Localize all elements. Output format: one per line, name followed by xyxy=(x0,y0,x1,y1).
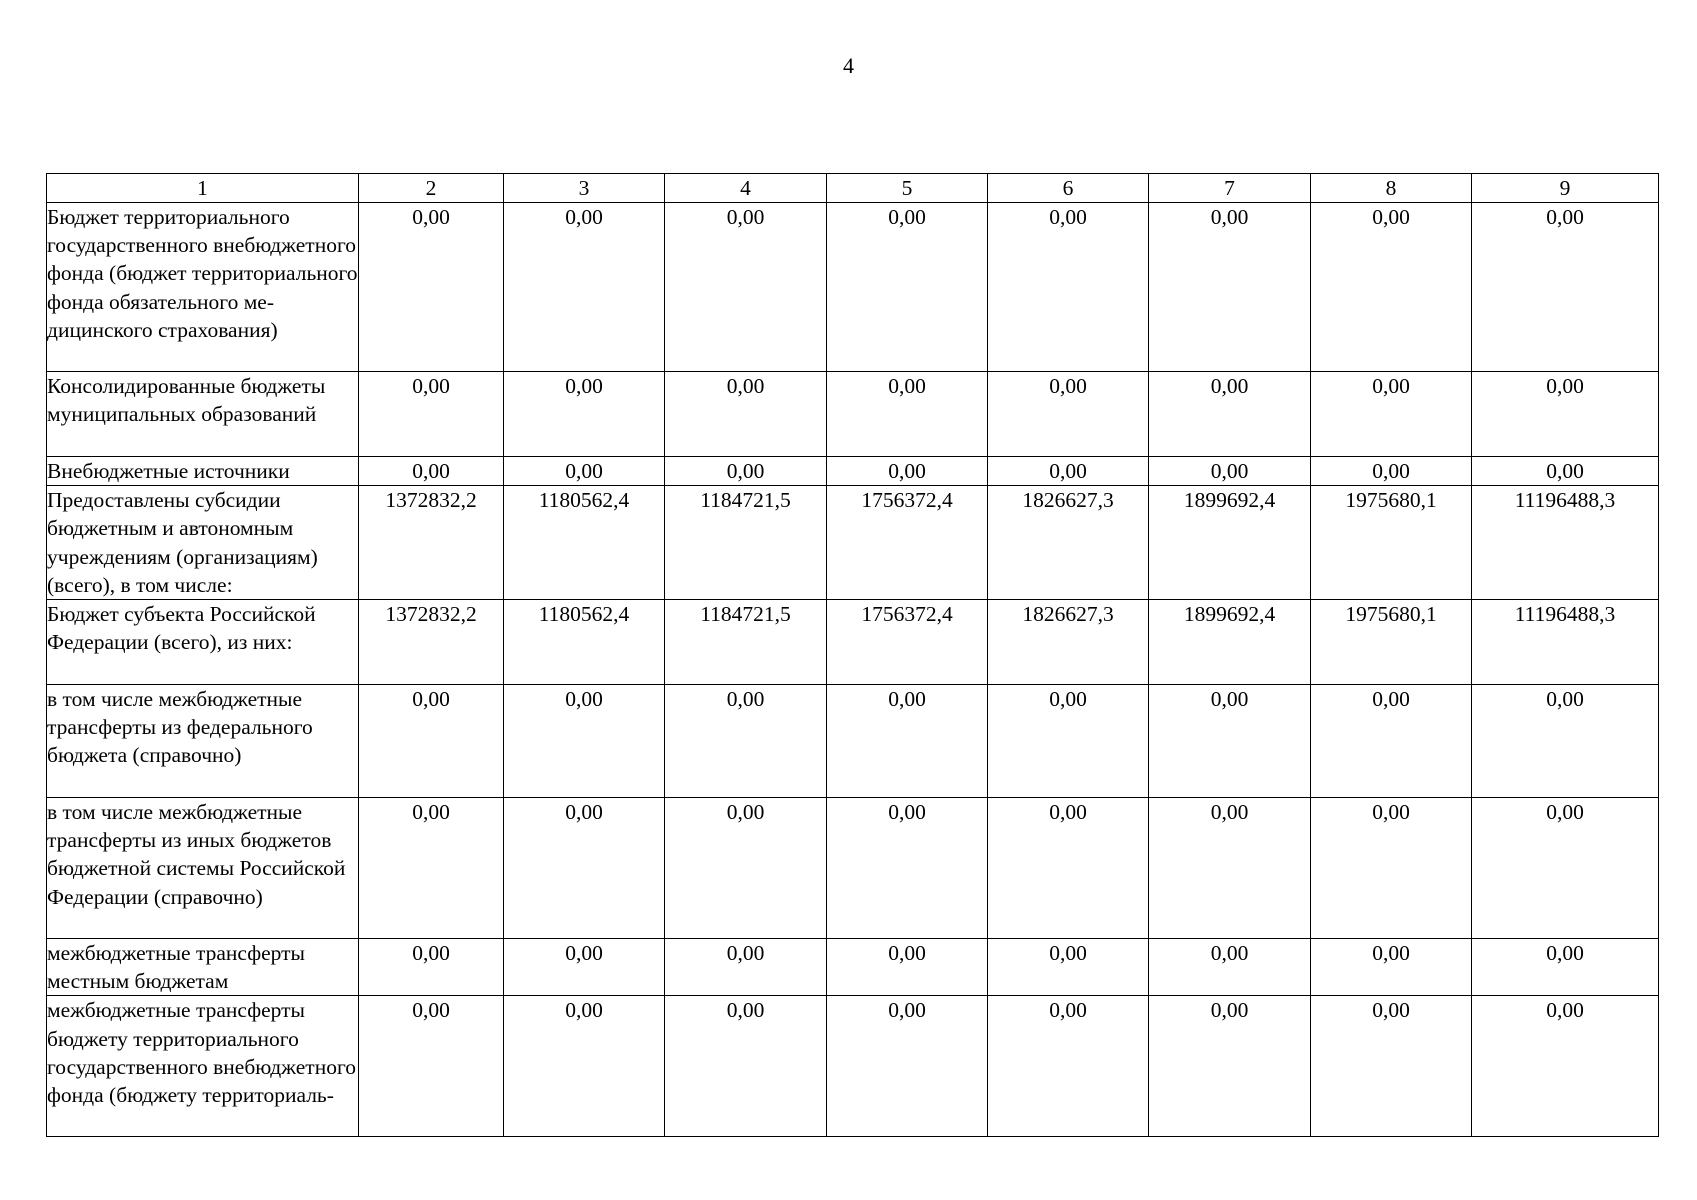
value-cell: 0,00 xyxy=(988,798,1149,939)
value-cell: 0,00 xyxy=(359,939,504,996)
value-cell: 0,00 xyxy=(504,685,665,798)
table-body xyxy=(47,203,1659,1137)
value-cell: 1180562,4 xyxy=(504,600,665,685)
value-cell: 0,00 xyxy=(1472,685,1659,798)
value-cell: 1975680,1 xyxy=(1311,600,1472,685)
value-cell: 0,00 xyxy=(827,685,988,798)
value-cell: 0,00 xyxy=(1472,372,1659,457)
value-cell: 0,00 xyxy=(1149,939,1311,996)
value-cell: 0,00 xyxy=(827,457,988,486)
value-cell: 0,00 xyxy=(988,996,1149,1137)
value-cell: 0,00 xyxy=(504,457,665,486)
column-header: 3 xyxy=(504,174,665,203)
value-cell: 0,00 xyxy=(988,939,1149,996)
value-cell: 0,00 xyxy=(1311,203,1472,372)
value-cell: 11196488,3 xyxy=(1472,600,1659,685)
value-cell: 0,00 xyxy=(1311,685,1472,798)
column-header: 4 xyxy=(665,174,827,203)
value-cell: 1899692,4 xyxy=(1149,600,1311,685)
value-cell: 0,00 xyxy=(1311,939,1472,996)
value-cell: 1180562,4 xyxy=(504,486,665,600)
value-cell: 0,00 xyxy=(1472,939,1659,996)
value-cell: 0,00 xyxy=(988,457,1149,486)
column-header: 2 xyxy=(359,174,504,203)
value-cell: 0,00 xyxy=(1149,685,1311,798)
value-cell: 1756372,4 xyxy=(827,486,988,600)
value-cell: 0,00 xyxy=(1149,798,1311,939)
value-cell: 0,00 xyxy=(504,996,665,1137)
value-cell: 0,00 xyxy=(359,798,504,939)
value-cell: 1826627,3 xyxy=(988,486,1149,600)
table-row xyxy=(47,203,1659,372)
value-cell: 0,00 xyxy=(827,372,988,457)
value-cell: 0,00 xyxy=(1311,996,1472,1137)
value-cell: 0,00 xyxy=(827,939,988,996)
value-cell: 0,00 xyxy=(359,372,504,457)
table-row xyxy=(47,685,1659,798)
value-cell: 0,00 xyxy=(504,939,665,996)
value-cell: 0,00 xyxy=(665,685,827,798)
value-cell: 1372832,2 xyxy=(359,600,504,685)
table-row xyxy=(47,372,1659,457)
column-header: 7 xyxy=(1149,174,1311,203)
value-cell: 1826627,3 xyxy=(988,600,1149,685)
row-label: Консолидированные бюджеты муниципальных образований xyxy=(47,372,359,457)
header-row xyxy=(47,174,1659,203)
column-header: 1 xyxy=(47,174,359,203)
value-cell: 0,00 xyxy=(827,798,988,939)
value-cell: 0,00 xyxy=(504,203,665,372)
page-number: 4 xyxy=(843,53,854,78)
table-row xyxy=(47,798,1659,939)
value-cell: 0,00 xyxy=(359,996,504,1137)
value-cell: 0,00 xyxy=(988,372,1149,457)
value-cell: 0,00 xyxy=(504,798,665,939)
value-cell: 0,00 xyxy=(1311,457,1472,486)
value-cell: 0,00 xyxy=(665,372,827,457)
value-cell: 0,00 xyxy=(1472,798,1659,939)
value-cell: 0,00 xyxy=(665,457,827,486)
row-label: в том числе межбюджетные трансферты из федерального бюджета (справочно) xyxy=(47,685,359,798)
row-label: межбюджетные трансферты местным бюджетам xyxy=(47,939,359,996)
value-cell: 0,00 xyxy=(1311,372,1472,457)
column-header: 9 xyxy=(1472,174,1659,203)
value-cell: 1756372,4 xyxy=(827,600,988,685)
row-label: Внебюджетные источники xyxy=(47,457,359,486)
budget-table xyxy=(46,173,1659,1137)
row-label: межбюджетные трансферты бюджету территориального государственного внебюджетного фонда (бюджету территориаль- xyxy=(47,996,359,1137)
table-row xyxy=(47,996,1659,1137)
value-cell: 0,00 xyxy=(1149,203,1311,372)
value-cell: 0,00 xyxy=(1149,372,1311,457)
value-cell: 0,00 xyxy=(359,457,504,486)
column-header: 8 xyxy=(1311,174,1472,203)
column-header: 5 xyxy=(827,174,988,203)
value-cell: 1184721,5 xyxy=(665,600,827,685)
row-label: Предоставлены субсидии бюджетным и автономным учреждениям (организациям) (всего), в том числе: xyxy=(47,486,359,600)
value-cell: 0,00 xyxy=(988,203,1149,372)
value-cell: 0,00 xyxy=(1311,798,1472,939)
value-cell: 0,00 xyxy=(827,203,988,372)
table-row xyxy=(47,600,1659,685)
value-cell: 1372832,2 xyxy=(359,486,504,600)
value-cell: 0,00 xyxy=(665,798,827,939)
row-label: в том числе межбюджетные трансферты из иных бюджетов бюджетной системы Российской Федерации (справочно) xyxy=(47,798,359,939)
value-cell: 0,00 xyxy=(359,685,504,798)
value-cell: 0,00 xyxy=(359,203,504,372)
value-cell: 0,00 xyxy=(1149,457,1311,486)
table-row xyxy=(47,457,1659,486)
row-label: Бюджет субъекта Российской Федерации (всего), из них: xyxy=(47,600,359,685)
value-cell: 1975680,1 xyxy=(1311,486,1472,600)
table-row xyxy=(47,486,1659,600)
value-cell: 0,00 xyxy=(1149,996,1311,1137)
value-cell: 0,00 xyxy=(665,996,827,1137)
value-cell: 0,00 xyxy=(1472,996,1659,1137)
column-header: 6 xyxy=(988,174,1149,203)
value-cell: 1899692,4 xyxy=(1149,486,1311,600)
value-cell: 0,00 xyxy=(1472,203,1659,372)
value-cell: 0,00 xyxy=(988,685,1149,798)
value-cell: 0,00 xyxy=(665,939,827,996)
table-row xyxy=(47,939,1659,996)
value-cell: 0,00 xyxy=(504,372,665,457)
row-label: Бюджет территориального государственного внебюджетного фонда (бюджет территориального фонда обязательного медицинского страхования) xyxy=(47,203,359,372)
value-cell: 0,00 xyxy=(1472,457,1659,486)
table-header xyxy=(47,174,1659,203)
value-cell: 0,00 xyxy=(665,203,827,372)
value-cell: 0,00 xyxy=(827,996,988,1137)
value-cell: 11196488,3 xyxy=(1472,486,1659,600)
value-cell: 1184721,5 xyxy=(665,486,827,600)
